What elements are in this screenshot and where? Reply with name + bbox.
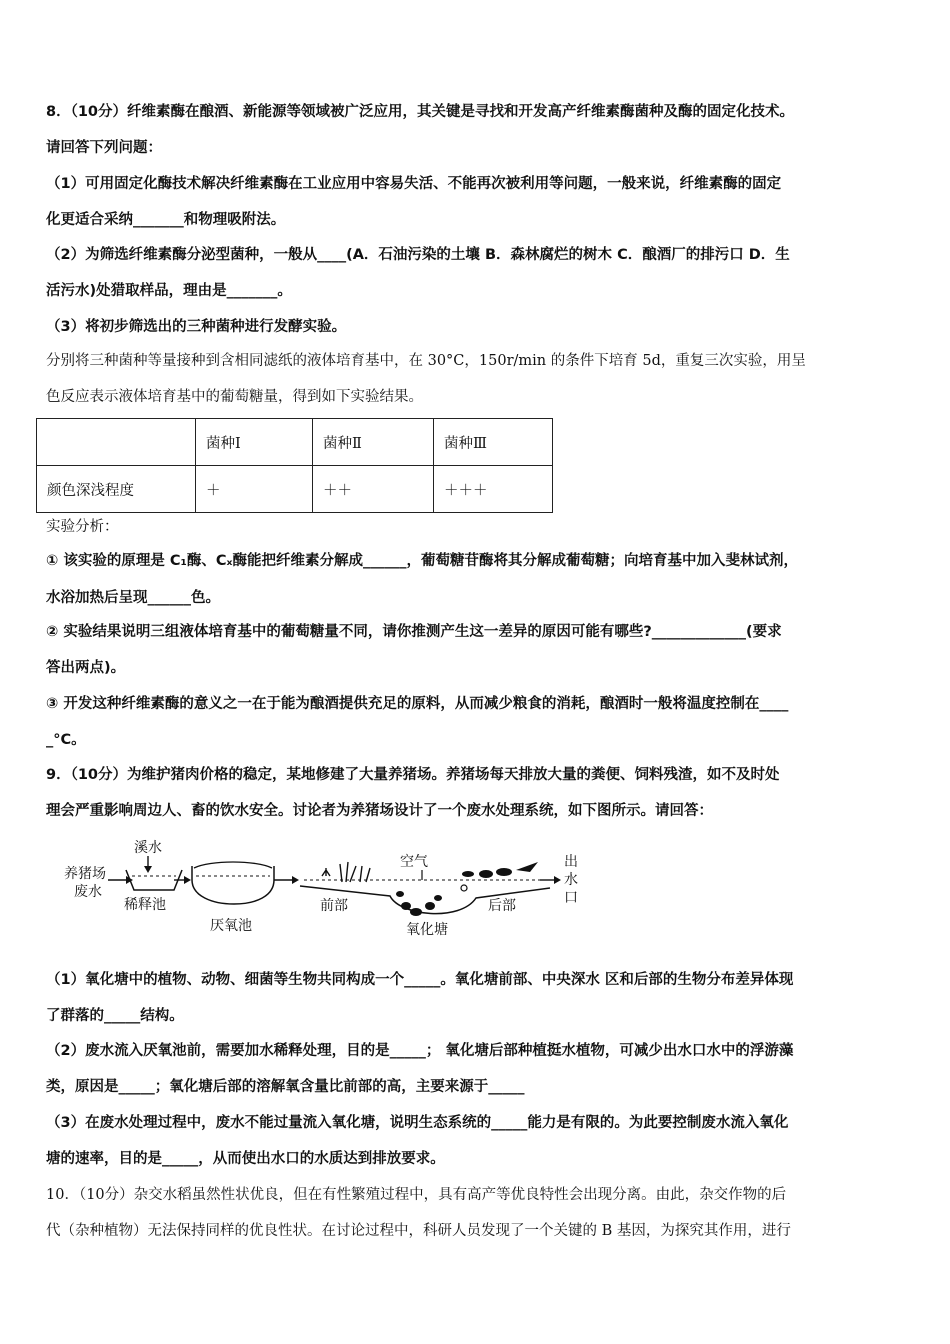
q8-line-7: （3）将初步筛选出的三种菌种进行发酵实验。 [46, 319, 347, 335]
q10-line-1: 10．（10分）杂交水稻虽然性状优良，但在有性繁殖过程中，具有高产等优良特性会出现分离。由此，杂交作物的后 [46, 1187, 787, 1203]
q9-line-5: （2）废水流入厌氧池前，需要加水稀释处理，目的是_____； 氧化塘后部种植挺水植物，可减少出水口水中的浮游藻 [46, 1043, 794, 1059]
q9-line-4: 了群落的_____结构。 [46, 1008, 184, 1024]
q9-line-1: 9．（10分）为维护猪肉价格的稳定，某地修建了大量养猪场。养猪场每天排放大量的粪便、饲料残渣，如不及时处 [46, 767, 780, 783]
table-row [37, 466, 553, 513]
diagram-back-label: 后部 [488, 898, 516, 914]
diagram-front-label: 前部 [320, 898, 348, 914]
q8-line-1: 8．（10分）纤维素酶在酿酒、新能源等领域被广泛应用，其关键是寻找和开发高产纤维素酶菌种及酶的固定化技术。 [46, 104, 795, 120]
q8-line-2: 请回答下列问题： [46, 140, 162, 156]
diagram-outlet-label-3: 口 [564, 890, 578, 906]
q8-line-10: 实验分析： [46, 519, 119, 535]
diagram-outlet-label-2: 水 [564, 872, 578, 888]
pond-plants-icon [322, 862, 370, 882]
dilution-tank [126, 870, 182, 890]
diagram-input-label-1: 养猪场 [64, 866, 106, 882]
table-header-cell: 菌种Ⅱ [313, 419, 434, 466]
arrow-head [554, 876, 561, 884]
pond-animals-icon [462, 862, 538, 878]
arrow-head [144, 866, 152, 873]
wastewater-treatment-diagram [60, 836, 590, 942]
diagram-input-label-2: 废水 [74, 884, 102, 900]
diagram-pond-label: 氧化塘 [406, 922, 448, 938]
experiment-result-table [36, 418, 553, 513]
anaerobic-tank [192, 866, 274, 904]
table-cell: ＋ [196, 466, 313, 513]
diagram-anaerobic-label: 厌氧池 [210, 918, 252, 934]
arrow-head [184, 876, 191, 884]
table-cell: ＋＋ [313, 466, 434, 513]
q9-line-7: （3）在废水处理过程中，废水不能过量流入氧化塘，说明生态系统的_____能力是有限的。为此要控制废水流入氧化 [46, 1115, 789, 1131]
table-cell: ＋＋＋ [434, 466, 553, 513]
q8-line-11: ① 该实验的原理是 C₁酶、Cₓ酶能把纤维素分解成______，葡萄糖苷酶将其分解成葡萄糖；向培育基中加入斐林试剂， [46, 553, 798, 569]
diagram-dilution-label: 稀释池 [124, 897, 166, 913]
q9-line-6: 类，原因是_____；氧化塘后部的溶解氧含量比前部的高，主要来源于_____ [46, 1079, 525, 1095]
q8-line-16: _°C。 [46, 732, 86, 748]
bubble-icon [461, 885, 467, 891]
pond-organisms-icon [396, 891, 442, 916]
table-header-cell: 菌种Ⅲ [434, 419, 553, 466]
table-header-cell: 菌种Ⅰ [196, 419, 313, 466]
table-row-label: 颜色深浅程度 [37, 466, 196, 513]
q8-line-13: ② 实验结果说明三组液体培育基中的葡萄糖量不同，请你推测产生这一差异的原因可能有哪些?_____________(要求 [46, 624, 782, 640]
q9-line-3: （1）氧化塘中的植物、动物、细菌等生物共同构成一个_____。氧化塘前部、中央深水 区和后部的生物分布差异体现 [46, 972, 794, 988]
q8-line-3: （1）可用固定化酶技术解决纤维素酶在工业应用中容易失活、不能再次被利用等问题，一般来说，纤维素酶的固定 [46, 176, 782, 192]
table-header-row [37, 419, 553, 466]
q10-line-2: 代（杂种植物）无法保持同样的优良性状。在讨论过程中，科研人员发现了一个关键的 B 基因，为探究其作用，进行 [46, 1223, 791, 1239]
diagram-outlet-label-1: 出 [564, 854, 578, 870]
q9-line-2: 理会严重影响周边人、畜的饮水安全。讨论者为养猪场设计了一个废水处理系统，如下图所示。请回答： [46, 803, 713, 819]
q9-line-8: 塘的速率，目的是_____，从而使出水口的水质达到排放要求。 [46, 1151, 445, 1167]
q8-line-6: 活污水)处猎取样品，理由是_______。 [46, 283, 292, 299]
q8-line-14: 答出两点)。 [46, 660, 126, 676]
q8-line-9: 色反应表示液体培育基中的葡萄糖量，得到如下实验结果。 [46, 389, 423, 405]
anaerobic-tank-lid [194, 862, 272, 868]
q8-line-5: （2）为筛选纤维素酶分泌型菌种，一般从____(A．石油污染的土壤 B．森林腐烂的树木 C．酿酒厂的排污口 D．生 [46, 247, 790, 263]
q8-line-8: 分别将三种菌种等量接种到含相同滤纸的液体培育基中，在 30°C，150r/min 的条件下培育 5d，重复三次实验，用呈 [46, 353, 806, 369]
table-header-cell [37, 419, 196, 466]
q8-line-15: ③ 开发这种纤维素酶的意义之一在于能为酿酒提供充足的原料，从而减少粮食的消耗，酿酒时一般将温度控制在____ [46, 696, 789, 712]
diagram-air-label: 空气 [400, 854, 428, 870]
q8-line-12: 水浴加热后呈现______色。 [46, 590, 220, 606]
arrow-head [292, 876, 299, 884]
diagram-stream-label: 溪水 [134, 840, 162, 856]
q8-line-4: 化更适合采纳_______和物理吸附法。 [46, 212, 286, 228]
